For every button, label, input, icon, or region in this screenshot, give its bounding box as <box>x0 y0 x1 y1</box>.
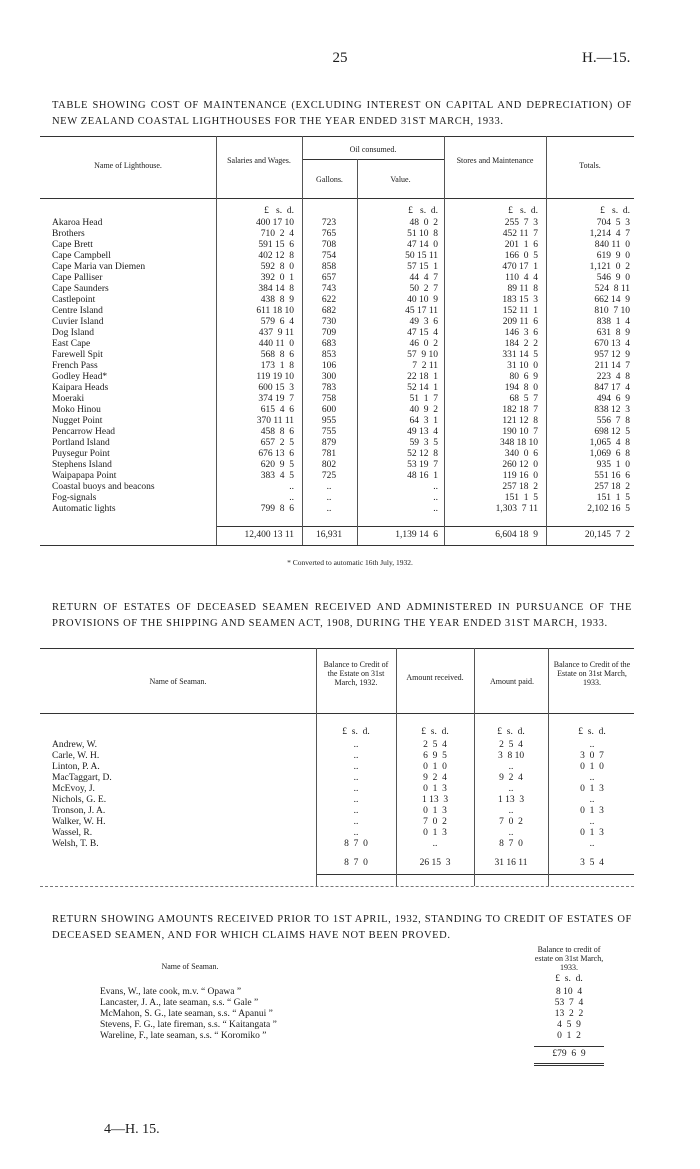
balance-1933-cell: 0 1 0 <box>580 762 604 772</box>
gallons-cell: 725 <box>321 471 337 481</box>
paid-cell: 7 0 2 <box>499 817 523 827</box>
gallons-cell: 858 <box>321 262 337 272</box>
total-salaries: 12,400 13 11 <box>244 530 294 540</box>
balance-1932-cell: .. <box>353 795 359 805</box>
lighthouse-name: Stephens Island <box>52 460 112 470</box>
paid-cell: 1 13 3 <box>497 795 525 805</box>
gallons-cell: 802 <box>321 460 337 470</box>
stores-cell: 331 14 5 <box>502 350 538 360</box>
totals-cell: 546 9 0 <box>596 273 630 283</box>
totals-cell: 698 12 5 <box>594 427 630 437</box>
balance-1932-cell: .. <box>353 751 359 761</box>
lighthouse-name: French Pass <box>52 361 98 371</box>
stores-cell: 89 11 8 <box>507 284 538 294</box>
salaries-cell: 579 6 4 <box>260 317 294 327</box>
salaries-cell: 676 13 6 <box>258 449 294 459</box>
header-gallons: Gallons. <box>316 175 343 184</box>
lighthouse-name: Nugget Point <box>52 416 103 426</box>
seaman-name: Nichols, G. E. <box>52 795 107 805</box>
value-cell: 64 3 1 <box>409 416 438 426</box>
value-cell: .. <box>433 493 438 503</box>
totals-cell: 551 16 6 <box>594 471 630 481</box>
balance-1932-cell: 8 7 0 <box>344 839 368 849</box>
received-cell: 7 0 2 <box>423 817 447 827</box>
total-value: 1,139 14 6 <box>395 530 438 540</box>
seaman-name: Wassel, R. <box>52 828 93 838</box>
seaman-name: Carle, W. H. <box>52 751 100 761</box>
received-cell: 1 13 3 <box>421 795 449 805</box>
stores-cell: 182 18 7 <box>502 405 538 415</box>
totals-cell: 211 14 7 <box>594 361 630 371</box>
unit-label: £ s. d. <box>421 727 449 737</box>
received-cell: 2 5 4 <box>423 740 447 750</box>
value-cell: 51 10 8 <box>407 229 438 239</box>
received-cell: 9 2 4 <box>423 773 447 783</box>
totals-cell: 838 12 3 <box>594 405 630 415</box>
paid-cell: .. <box>508 784 514 794</box>
gallons-cell: 730 <box>321 317 337 327</box>
gallons-cell: 709 <box>321 328 337 338</box>
gallons-cell: 758 <box>321 394 337 404</box>
balance-1933-cell: 3 0 7 <box>580 751 604 761</box>
unit-label: £ s. d. <box>508 206 538 216</box>
stores-cell: 452 11 7 <box>502 229 538 239</box>
received-cell: 6 9 5 <box>423 751 447 761</box>
header-stores: Stores and Maintenance <box>456 156 534 165</box>
paid-cell: 9 2 4 <box>499 773 523 783</box>
balance-1932-column <box>318 740 394 850</box>
paid-cell: .. <box>508 828 514 838</box>
totals-cell: 840 11 0 <box>594 240 630 250</box>
stores-cell: 340 0 6 <box>504 449 538 459</box>
balance-1933-cell: .. <box>589 817 595 827</box>
unit-label: £ s. d. <box>555 974 583 984</box>
table-rule <box>534 1065 604 1066</box>
lighthouse-table-title: TABLE SHOWING COST OF MAINTENANCE (EXCLUDING INTEREST ON CAPITAL AND DEPRECIATION) OF NEW ZEALAND COASTAL LIGHTHOUSES FOR THE YEAR ENDED 31ST MARCH, 1933. <box>52 100 632 127</box>
lighthouse-name: Automatic lights <box>52 504 116 514</box>
gallons-cell: 755 <box>321 427 337 437</box>
received-cell: 0 1 3 <box>423 806 447 816</box>
column-divider <box>444 136 445 545</box>
gallons-cell: 853 <box>321 350 337 360</box>
page-number: 25 <box>332 50 348 66</box>
column-divider <box>396 648 397 886</box>
column-divider <box>216 136 217 545</box>
salaries-cell: 592 8 0 <box>260 262 294 272</box>
totals-cell: 1,121 0 2 <box>589 262 630 272</box>
table-rule <box>40 886 634 887</box>
gallons-cell: 783 <box>321 383 337 393</box>
total-balance-1932: 8 7 0 <box>344 858 368 868</box>
header-name: Name of Lighthouse. <box>94 161 162 170</box>
value-cell: 49 3 6 <box>409 317 438 327</box>
gallons-cell: 723 <box>321 218 337 228</box>
seaman-name: MacTaggart, D. <box>52 773 112 783</box>
balance-1933-cell: .. <box>589 740 595 750</box>
salaries-cell: 600 15 3 <box>258 383 294 393</box>
unit-label: £ s. d. <box>600 206 630 216</box>
header-balance: Balance to credit of estate on 31st March, 1933. <box>534 945 604 972</box>
unit-label: £ s. d. <box>264 206 294 216</box>
value-cell: 48 0 2 <box>409 218 438 228</box>
column-divider <box>316 648 317 886</box>
received-column <box>398 740 472 850</box>
prior-seaman-name: Lancaster, J. A., late seaman, s.s. “ Gale ” <box>100 998 259 1008</box>
balance-1933-cell: .. <box>589 839 595 849</box>
salaries-cell: 440 11 0 <box>258 339 294 349</box>
total-paid: 31 16 11 <box>494 858 528 868</box>
lighthouse-name: Cuvier Island <box>52 317 104 327</box>
header-oil: Oil consumed. <box>349 145 397 154</box>
salaries-cell: 402 12 8 <box>258 251 294 261</box>
prior-balance-cell: 53 7 4 <box>554 998 584 1008</box>
total-balance-1933: 3 5 4 <box>580 858 604 868</box>
balance-1932-cell: .. <box>353 828 359 838</box>
totals-column <box>548 218 630 515</box>
value-cell: 59 3 5 <box>409 438 438 448</box>
totals-cell: 662 14 9 <box>594 295 630 305</box>
value-cell: 47 14 0 <box>407 240 438 250</box>
gallons-cell: 781 <box>321 449 337 459</box>
table-rule <box>40 648 634 649</box>
stores-cell: 31 10 0 <box>507 361 538 371</box>
received-cell: 0 1 0 <box>423 762 447 772</box>
stores-cell: 146 3 6 <box>504 328 538 338</box>
value-cell: .. <box>433 482 438 492</box>
prior-balance-cell: 0 1 2 <box>557 1031 581 1041</box>
salaries-column <box>218 218 294 515</box>
lighthouse-name: Akaroa Head <box>52 218 103 228</box>
header-salaries: Salaries and Wages. <box>227 156 291 165</box>
gallons-cell: 657 <box>321 273 337 283</box>
gallons-column <box>304 218 354 515</box>
value-cell: 57 9 10 <box>407 350 438 360</box>
salaries-cell: 620 9 5 <box>260 460 294 470</box>
totals-cell: 1,065 4 8 <box>589 438 630 448</box>
lighthouse-name: Moko Hinou <box>52 405 101 415</box>
lighthouse-name: Portland Island <box>52 438 110 448</box>
paid-cell: .. <box>508 806 514 816</box>
table-rule <box>302 159 444 160</box>
stores-cell: 183 15 3 <box>502 295 538 305</box>
value-cell: 46 0 2 <box>409 339 438 349</box>
seaman-name: McEvoy, J. <box>52 784 95 794</box>
prior-balance-column <box>530 987 608 1042</box>
paid-column <box>476 740 546 850</box>
table-rule <box>40 713 634 714</box>
salaries-cell: 438 8 9 <box>260 295 294 305</box>
lighthouse-name: Waipapapa Point <box>52 471 117 481</box>
value-cell: 51 1 7 <box>409 394 438 404</box>
salaries-cell: 400 17 10 <box>256 218 294 228</box>
lighthouse-name: Farewell Spit <box>52 350 103 360</box>
header-value: Value. <box>390 175 411 184</box>
column-divider <box>302 136 303 545</box>
salaries-cell: .. <box>289 482 294 492</box>
totals-cell: 838 1 4 <box>596 317 630 327</box>
salaries-cell: 710 2 4 <box>260 229 294 239</box>
value-cell: 48 16 1 <box>407 471 438 481</box>
stores-cell: 260 12 0 <box>502 460 538 470</box>
gallons-cell: 106 <box>321 361 337 371</box>
stores-cell: 68 5 7 <box>509 394 538 404</box>
column-divider <box>546 136 547 545</box>
unit-label: £ s. d. <box>578 727 606 737</box>
salaries-cell: 799 8 6 <box>260 504 294 514</box>
salaries-cell: 383 4 5 <box>260 471 294 481</box>
table-rule <box>534 1046 604 1047</box>
lighthouse-name: Dog Island <box>52 328 94 338</box>
stores-cell: 166 0 5 <box>504 251 538 261</box>
table-rule <box>40 136 634 137</box>
salaries-cell: 657 2 5 <box>260 438 294 448</box>
stores-cell: 152 11 1 <box>502 306 538 316</box>
prior-balance-cell: 4 5 9 <box>557 1020 581 1030</box>
seaman-name: Linton, P. A. <box>52 762 100 772</box>
value-cell: 47 15 4 <box>407 328 438 338</box>
balance-1932-cell: .. <box>353 784 359 794</box>
totals-cell: 704 5 3 <box>596 218 630 228</box>
lighthouse-name: Kaipara Heads <box>52 383 109 393</box>
balance-1933-cell: 0 1 3 <box>580 784 604 794</box>
unit-label: £ s. d. <box>342 727 370 737</box>
lighthouse-name: Cape Maria van Diemen <box>52 262 146 272</box>
value-cell: 40 10 9 <box>407 295 438 305</box>
value-cell: 50 2 7 <box>409 284 438 294</box>
seaman-name: Walker, W. H. <box>52 817 106 827</box>
prior-amounts-title: RETURN SHOWING AMOUNTS RECEIVED PRIOR TO 1ST APRIL, 1932, STANDING TO CREDIT OF ESTATES OF DECEASED SEAMEN, AND FOR WHICH CLAIMS HAVE NOT BEEN PROVED. <box>52 914 632 941</box>
totals-cell: 619 9 0 <box>596 251 630 261</box>
value-column <box>359 218 438 515</box>
totals-cell: 810 7 10 <box>594 306 630 316</box>
totals-cell: 556 7 8 <box>596 416 630 426</box>
balance-1933-cell: .. <box>589 795 595 805</box>
totals-cell: 524 8 11 <box>594 284 630 294</box>
seamen-table-title: RETURN OF ESTATES OF DECEASED SEAMEN RECEIVED AND ADMINISTERED IN PURSUANCE OF THE PROVISIONS OF THE SHIPPING AND SEAMEN ACT, 1908, DURING THE YEAR ENDED 31ST MARCH, 1933. <box>52 602 632 629</box>
lighthouse-name: Cape Saunders <box>52 284 109 294</box>
total-stores: 6,604 18 9 <box>495 530 538 540</box>
prior-balance-cell: 13 2 2 <box>554 1009 584 1019</box>
salaries-cell: 370 11 11 <box>256 416 294 426</box>
footnote: * Converted to automatic 16th July, 1932. <box>287 558 413 567</box>
lighthouse-name: East Cape <box>52 339 91 349</box>
lighthouse-name: Moeraki <box>52 394 85 404</box>
salaries-cell: 458 8 6 <box>260 427 294 437</box>
salaries-cell: 615 4 6 <box>260 405 294 415</box>
lighthouse-name: Castlepoint <box>52 295 96 305</box>
salaries-cell: 384 14 8 <box>258 284 294 294</box>
header-balance-1933: Balance to Credit of the Estate on 31st March, 1933. <box>553 660 631 687</box>
table-rule <box>534 1063 604 1064</box>
stores-cell: 119 16 0 <box>502 471 538 481</box>
value-cell: 53 19 7 <box>407 460 438 470</box>
stores-cell: 255 7 3 <box>504 218 538 228</box>
value-cell: 40 9 2 <box>409 405 438 415</box>
lighthouse-name: Godley Head* <box>52 372 108 382</box>
value-cell: 50 15 11 <box>405 251 438 261</box>
stores-cell: 184 2 2 <box>504 339 538 349</box>
gallons-cell: .. <box>326 493 332 503</box>
prior-seaman-name: Wareline, F., late seaman, s.s. “ Koromiko ” <box>100 1031 267 1041</box>
balance-1932-cell: .. <box>353 762 359 772</box>
received-cell: .. <box>432 839 438 849</box>
lighthouse-name: Pencarrow Head <box>52 427 116 437</box>
total-totals: 20,145 7 2 <box>584 530 630 540</box>
lighthouse-name: Cape Campbell <box>52 251 111 261</box>
received-cell: 0 1 3 <box>423 828 447 838</box>
column-divider <box>474 648 475 886</box>
lighthouse-name: Coastal buoys and beacons <box>52 482 155 492</box>
stores-cell: 151 1 5 <box>504 493 538 503</box>
seaman-name: Andrew, W. <box>52 740 98 750</box>
header-amount-received: Amount received. <box>406 673 464 682</box>
page-footer: 4—H. 15. <box>104 1122 160 1137</box>
header-balance-1932: Balance to Credit of the Estate on 31st March, 1932. <box>323 660 389 687</box>
value-cell: 52 14 1 <box>407 383 438 393</box>
balance-1933-column <box>550 740 634 850</box>
document-reference: H.—15. <box>582 50 631 66</box>
totals-cell: 1,214 4 7 <box>589 229 630 239</box>
totals-cell: 670 13 4 <box>594 339 630 349</box>
stores-column <box>446 218 538 515</box>
salaries-cell: 437 9 11 <box>258 328 294 338</box>
gallons-cell: 955 <box>321 416 337 426</box>
salaries-cell: 611 18 10 <box>256 306 294 316</box>
gallons-cell: 300 <box>321 372 337 382</box>
prior-seaman-name: McMahon, S. G., late seaman, s.s. “ Apanui ” <box>100 1009 273 1019</box>
totals-cell: 2,102 16 5 <box>587 504 630 514</box>
header-seaman-name: Name of Seaman. <box>161 962 219 971</box>
total-gallons: 16,931 <box>315 530 343 540</box>
prior-balance-cell: 8 10 4 <box>555 987 583 997</box>
salaries-cell: 392 0 1 <box>260 273 294 283</box>
gallons-cell: 708 <box>321 240 337 250</box>
balance-1932-cell: .. <box>353 806 359 816</box>
column-divider <box>357 159 358 545</box>
seaman-name: Tronson, J. A. <box>52 806 106 816</box>
gallons-cell: .. <box>326 504 332 514</box>
value-cell: 22 18 1 <box>407 372 438 382</box>
value-cell: .. <box>433 504 438 514</box>
header-totals: Totals. <box>579 161 601 170</box>
lighthouse-name: Puysegur Point <box>52 449 110 459</box>
stores-cell: 110 4 4 <box>505 273 538 283</box>
salaries-cell: 591 15 6 <box>258 240 294 250</box>
value-cell: 57 15 1 <box>407 262 438 272</box>
paid-cell: 3 8 10 <box>497 751 525 761</box>
stores-cell: 1,303 7 11 <box>495 504 538 514</box>
header-seaman-name: Name of Seaman. <box>149 677 207 686</box>
value-cell: 49 13 4 <box>407 427 438 437</box>
stores-cell: 201 1 6 <box>504 240 538 250</box>
balance-1933-cell: 0 1 3 <box>580 828 604 838</box>
gallons-cell: 600 <box>321 405 337 415</box>
stores-cell: 209 11 6 <box>502 317 538 327</box>
table-rule <box>216 526 634 527</box>
paid-cell: 2 5 4 <box>499 740 523 750</box>
totals-cell: 847 17 4 <box>594 383 630 393</box>
stores-cell: 190 10 7 <box>502 427 538 437</box>
value-cell: 44 4 7 <box>409 273 438 283</box>
seaman-name-column <box>52 740 312 850</box>
paid-cell: .. <box>508 762 514 772</box>
prior-name-column <box>100 987 520 1042</box>
gallons-cell: 622 <box>321 295 337 305</box>
unit-label: £ s. d. <box>408 206 438 216</box>
lighthouse-name: Cape Palliser <box>52 273 103 283</box>
value-cell: 45 17 11 <box>405 306 438 316</box>
stores-cell: 348 18 10 <box>500 438 538 448</box>
balance-1932-cell: .. <box>353 817 359 827</box>
table-rule <box>40 545 634 546</box>
lighthouse-name: Centre Island <box>52 306 103 316</box>
balance-1933-cell: 0 1 3 <box>580 806 604 816</box>
total-received: 26 15 3 <box>419 858 451 868</box>
totals-cell: 223 4 8 <box>596 372 630 382</box>
totals-cell: 935 1 0 <box>596 460 630 470</box>
gallons-cell: 743 <box>321 284 337 294</box>
balance-1933-cell: .. <box>589 773 595 783</box>
lighthouse-name: Fog-signals <box>52 493 97 503</box>
prior-seaman-name: Stevens, F. G., late fireman, s.s. “ Kaitangata ” <box>100 1020 277 1030</box>
prior-total: £79 6 9 <box>552 1049 586 1059</box>
totals-cell: 151 1 5 <box>596 493 630 503</box>
prior-seaman-name: Evans, W., late cook, m.v. “ Opawa ” <box>100 987 242 997</box>
gallons-cell: 879 <box>321 438 337 448</box>
salaries-cell: 568 8 6 <box>260 350 294 360</box>
totals-cell: 631 8 9 <box>596 328 630 338</box>
totals-cell: 1,069 6 8 <box>589 449 630 459</box>
gallons-cell: .. <box>326 482 332 492</box>
unit-label: £ s. d. <box>497 727 525 737</box>
salaries-cell: 173 1 8 <box>260 361 294 371</box>
table-rule <box>40 198 634 199</box>
paid-cell: 8 7 0 <box>499 839 523 849</box>
stores-cell: 194 8 0 <box>504 383 538 393</box>
seaman-name: Welsh, T. B. <box>52 839 99 849</box>
stores-cell: 470 17 1 <box>502 262 538 272</box>
received-cell: 0 1 3 <box>423 784 447 794</box>
lighthouse-name-column <box>52 218 214 515</box>
header-amount-paid: Amount paid. <box>490 677 534 686</box>
value-cell: 7 2 11 <box>412 361 438 371</box>
gallons-cell: 754 <box>321 251 337 261</box>
column-divider <box>548 648 549 886</box>
stores-cell: 121 12 8 <box>502 416 538 426</box>
gallons-cell: 683 <box>321 339 337 349</box>
salaries-cell: 119 19 10 <box>256 372 294 382</box>
lighthouse-name: Brothers <box>52 229 85 239</box>
stores-cell: 80 6 9 <box>509 372 538 382</box>
balance-1932-cell: .. <box>353 773 359 783</box>
lighthouse-name: Cape Brett <box>52 240 93 250</box>
gallons-cell: 682 <box>321 306 337 316</box>
stores-cell: 257 18 2 <box>502 482 538 492</box>
totals-cell: 257 18 2 <box>594 482 630 492</box>
gallons-cell: 765 <box>321 229 337 239</box>
totals-cell: 494 6 9 <box>596 394 630 404</box>
value-cell: 52 12 8 <box>407 449 438 459</box>
table-rule <box>316 874 634 875</box>
salaries-cell: 374 19 7 <box>258 394 294 404</box>
salaries-cell: .. <box>289 493 294 503</box>
balance-1932-cell: .. <box>353 740 359 750</box>
totals-cell: 957 12 9 <box>594 350 630 360</box>
